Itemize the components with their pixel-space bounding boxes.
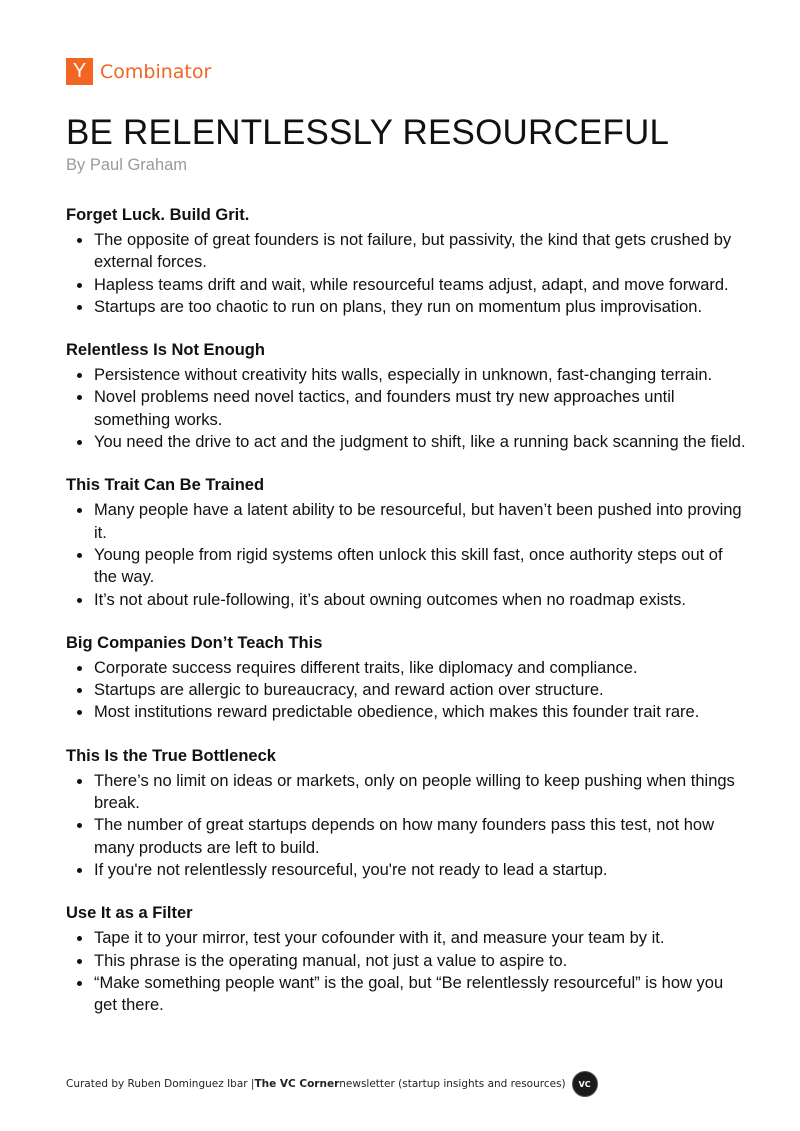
list-item: Hapless teams drift and wait, while resourceful teams adjust, adapt, and move forward. <box>66 274 746 296</box>
ycombinator-logo <box>66 58 211 85</box>
list-item: Novel problems need novel tactics, and founders must try new approaches until something works. <box>66 386 746 431</box>
bullet-list <box>66 657 746 724</box>
section <box>66 745 746 881</box>
section-heading: This Is the True Bottleneck <box>66 746 276 765</box>
section <box>66 902 746 1016</box>
section-heading: Big Companies Don’t Teach This <box>66 633 323 652</box>
section-heading: Forget Luck. Build Grit. <box>66 206 250 224</box>
section <box>66 339 746 453</box>
list-item: Corporate success requires different traits, like diplomacy and compliance. <box>66 657 746 679</box>
logo-text: Combinator <box>100 60 212 83</box>
bullet-list <box>66 364 746 453</box>
list-item: Many people have a latent ability to be resourceful, but haven’t been pushed into proving it. <box>66 499 746 544</box>
bullet-list <box>66 499 746 610</box>
footer-prefix: Curated by Ruben Dominguez Ibar | <box>66 1078 255 1090</box>
list-item: The opposite of great founders is not failure, but passivity, the kind that gets crushed by external forces. <box>66 229 746 274</box>
page-title: BE RELENTLESSLY RESOURCEFUL <box>66 113 670 152</box>
list-item: It’s not about rule-following, it’s about owning outcomes when no roadmap exists. <box>66 589 746 611</box>
list-item: This phrase is the operating manual, not just a value to aspire to. <box>66 950 746 972</box>
list-item: Startups are allergic to bureaucracy, and reward action over structure. <box>66 679 746 701</box>
list-item: The number of great startups depends on how many founders pass this test, not how many products are left to build. <box>66 814 746 859</box>
vc-corner-badge-icon: VC <box>572 1071 598 1097</box>
list-item: Persistence without creativity hits walls, especially in unknown, fast-changing terrain. <box>66 364 746 386</box>
content <box>66 204 746 1037</box>
list-item: Most institutions reward predictable obedience, which makes this founder trait rare. <box>66 701 746 723</box>
section <box>66 632 746 724</box>
list-item: Startups are too chaotic to run on plans, they run on momentum plus improvisation. <box>66 296 746 318</box>
bullet-list <box>66 770 746 881</box>
bullet-list <box>66 927 746 1016</box>
list-item: You need the drive to act and the judgment to shift, like a running back scanning the field. <box>66 431 746 453</box>
byline: By Paul Graham <box>66 156 188 174</box>
logo-mark: Y <box>66 58 93 85</box>
section-heading: Use It as a Filter <box>66 904 193 923</box>
footer <box>66 1071 598 1097</box>
section-heading: This Trait Can Be Trained <box>66 476 265 495</box>
list-item: There’s no limit on ideas or markets, only on people willing to keep pushing when things break. <box>66 770 746 815</box>
footer-brand: The VC Corner <box>254 1078 340 1090</box>
list-item: Young people from rigid systems often unlock this skill fast, once authority steps out of the way. <box>66 544 746 589</box>
section <box>66 204 746 318</box>
section-heading: Relentless Is Not Enough <box>66 341 265 360</box>
bullet-list <box>66 229 746 318</box>
list-item: “Make something people want” is the goal, but “Be relentlessly resourceful” is how you get there. <box>66 972 746 1017</box>
section <box>66 474 746 610</box>
list-item: If you're not relentlessly resourceful, you're not ready to lead a startup. <box>66 859 746 881</box>
footer-suffix: newsletter (startup insights and resources) <box>339 1078 566 1090</box>
list-item: Tape it to your mirror, test your cofounder with it, and measure your team by it. <box>66 927 746 949</box>
